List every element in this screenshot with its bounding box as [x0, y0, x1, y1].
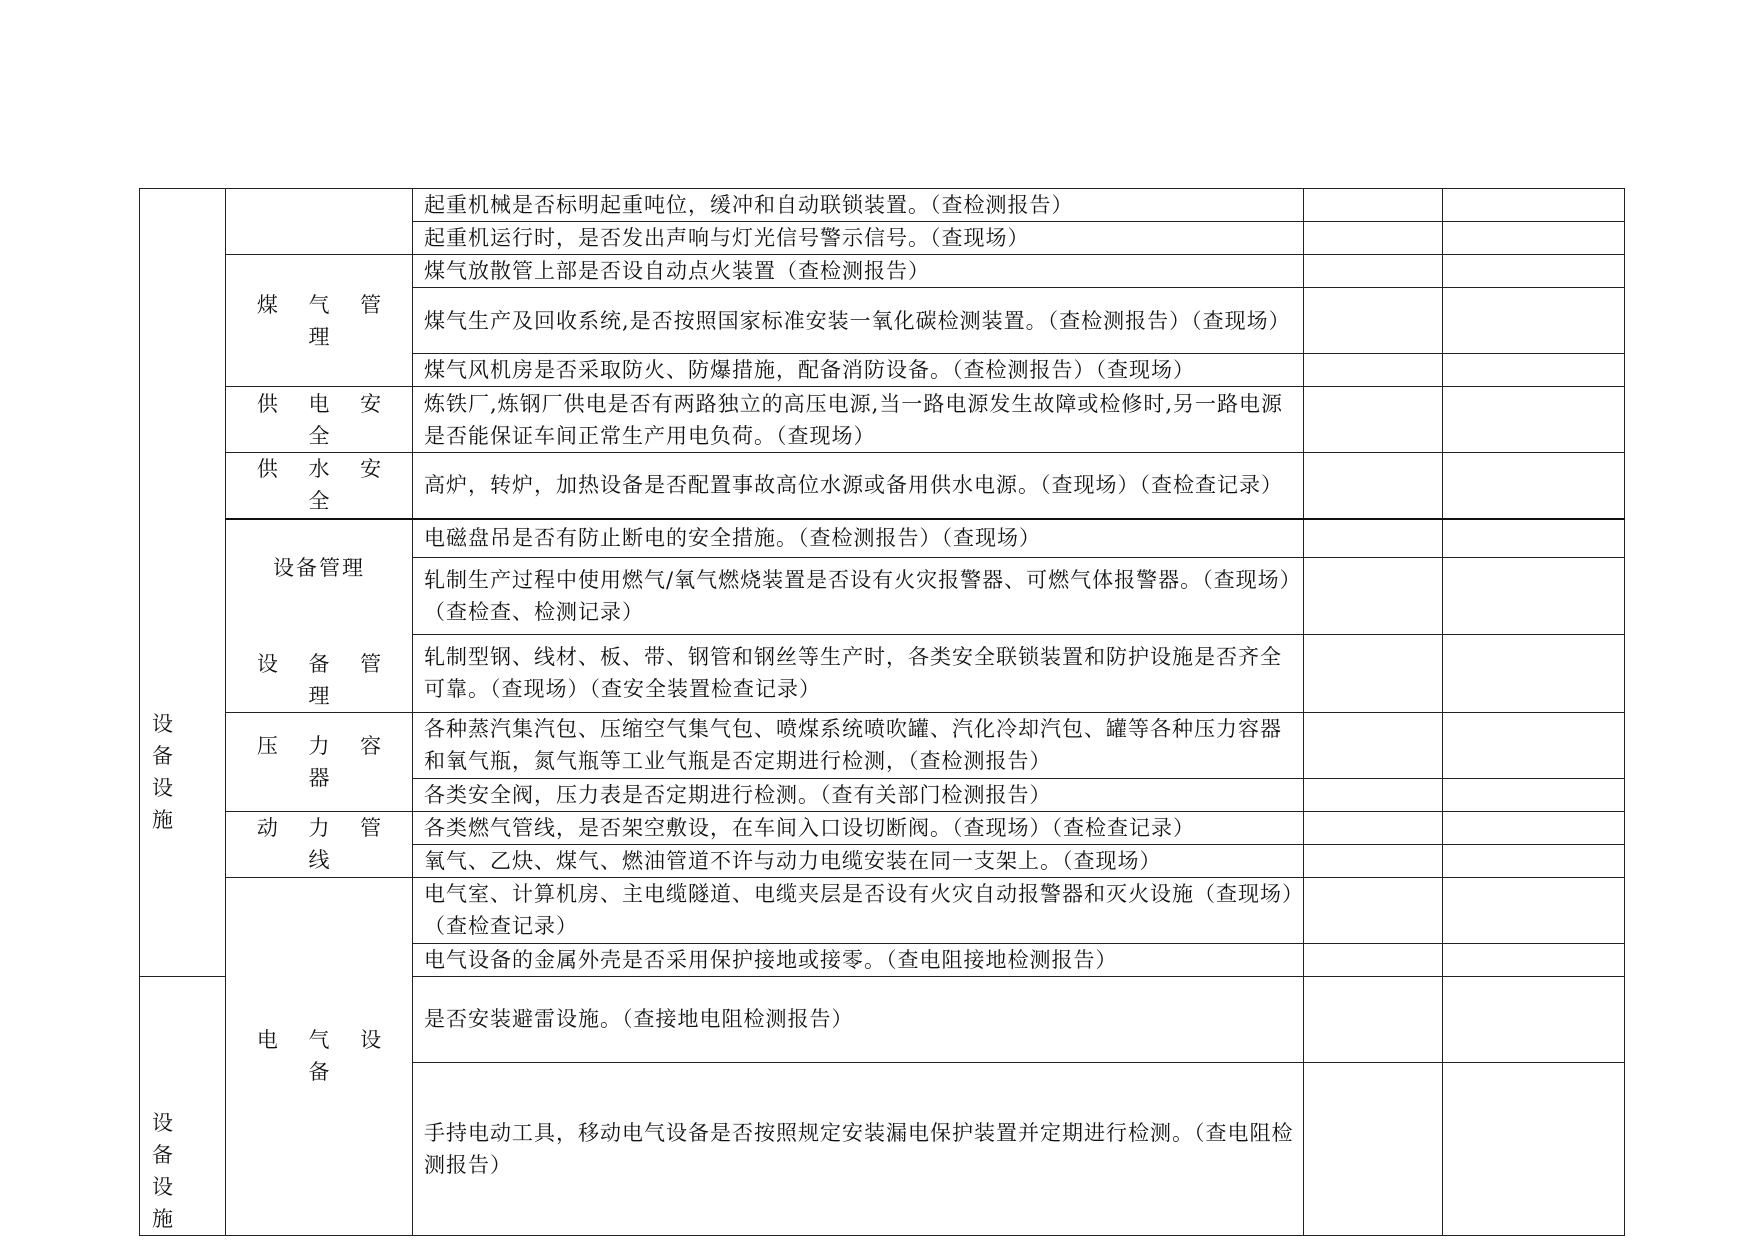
- remark-cell[interactable]: [1443, 635, 1625, 712]
- remark-cell[interactable]: [1443, 519, 1625, 558]
- remark-cell[interactable]: [1443, 976, 1625, 1062]
- table-row: [140, 877, 1625, 943]
- group-cell: 动 力 管 线: [226, 811, 413, 877]
- item-cell: 轧制型钢、线材、板、带、钢管和钢丝等生产时，各类安全联锁装置和防护设施是否齐全可靠。（查现场）（查安全装置检查记录）: [413, 635, 1304, 712]
- item-cell: 高炉，转炉，加热设备是否配置事故高位水源或备用供水电源。（查现场）（查检查记录）: [413, 453, 1304, 519]
- remark-cell[interactable]: [1443, 558, 1625, 635]
- result-cell[interactable]: [1304, 778, 1443, 811]
- remark-cell[interactable]: [1443, 453, 1625, 519]
- group-cell: 供 水 安 全: [226, 453, 413, 519]
- category-cell: [140, 976, 226, 1235]
- result-cell[interactable]: [1304, 558, 1443, 635]
- remark-cell[interactable]: [1443, 877, 1625, 943]
- remark-cell[interactable]: [1443, 387, 1625, 453]
- group-cell: 压 力 容 器: [226, 712, 413, 811]
- result-cell[interactable]: [1304, 635, 1443, 712]
- result-cell[interactable]: [1304, 453, 1443, 519]
- result-cell[interactable]: [1304, 877, 1443, 943]
- item-cell: 电磁盘吊是否有防止断电的安全措施。（查检测报告）（查现场）: [413, 519, 1304, 558]
- table-row: [140, 255, 1625, 288]
- inspection-table: [139, 188, 1625, 1236]
- item-cell: 各类安全阀，压力表是否定期进行检测。（查有关部门检测报告）: [413, 778, 1304, 811]
- item-cell: 炼铁厂,炼钢厂供电是否有两路独立的高压电源,当一路电源发生故障或检修时,另一路电源是否能保证车间正常生产用电负荷。（查现场）: [413, 387, 1304, 453]
- result-cell[interactable]: [1304, 354, 1443, 387]
- result-cell[interactable]: [1304, 387, 1443, 453]
- category-label: 设 备 设 施: [152, 712, 183, 833]
- group-cell: 供 电 安 全: [226, 387, 413, 453]
- item-cell: 电气设备的金属外壳是否采用保护接地或接零。（查电阻接地检测报告）: [413, 943, 1304, 976]
- item-cell: 各种蒸汽集汽包、压缩空气集气包、喷煤系统喷吹罐、汽化冷却汽包、罐等各种压力容器和氧气瓶，氮气瓶等工业气瓶是否定期进行检测，（查检测报告）: [413, 712, 1304, 778]
- table-row: [140, 811, 1625, 844]
- group-label: 设 备 管 理: [256, 651, 394, 708]
- remark-cell[interactable]: [1443, 1062, 1625, 1235]
- remark-cell[interactable]: [1443, 255, 1625, 288]
- remark-cell[interactable]: [1443, 354, 1625, 387]
- result-cell[interactable]: [1304, 519, 1443, 558]
- result-cell[interactable]: [1304, 976, 1443, 1062]
- item-cell: 是否安装避雷设施。（查接地电阻检测报告）: [413, 976, 1304, 1062]
- result-cell[interactable]: [1304, 1062, 1443, 1235]
- item-cell: 氧气、乙炔、煤气、燃油管道不许与动力电缆安装在同一支架上。（查现场）: [413, 844, 1304, 877]
- item-cell: 各类燃气管线，是否架空敷设，在车间入口设切断阀。（查现场）（查检查记录）: [413, 811, 1304, 844]
- remark-cell[interactable]: [1443, 189, 1625, 222]
- remark-cell[interactable]: [1443, 844, 1625, 877]
- category-cell: [140, 189, 226, 977]
- table-row: [140, 189, 1625, 222]
- result-cell[interactable]: [1304, 844, 1443, 877]
- result-cell[interactable]: [1304, 811, 1443, 844]
- group-cell: 电 气 设 备: [226, 877, 413, 1235]
- result-cell[interactable]: [1304, 189, 1443, 222]
- group-label: 设备管理: [273, 555, 365, 580]
- item-cell: 煤气生产及回收系统,是否按照国家标准安装一氧化碳检测装置。（查检测报告）（查现场）: [413, 288, 1304, 354]
- group-cell: [226, 519, 413, 713]
- item-cell: 起重机运行时，是否发出声响与灯光信号警示信号。（查现场）: [413, 222, 1304, 255]
- table-row: [140, 519, 1625, 558]
- category-label: 设 备 设 施: [152, 1110, 183, 1231]
- item-cell: 手持电动工具，移动电气设备是否按照规定安装漏电保护装置并定期进行检测。（查电阻检测报告）: [413, 1062, 1304, 1235]
- remark-cell[interactable]: [1443, 222, 1625, 255]
- remark-cell[interactable]: [1443, 811, 1625, 844]
- table-row: [140, 387, 1625, 453]
- result-cell[interactable]: [1304, 712, 1443, 778]
- result-cell[interactable]: [1304, 288, 1443, 354]
- remark-cell[interactable]: [1443, 288, 1625, 354]
- result-cell[interactable]: [1304, 943, 1443, 976]
- group-cell: 煤 气 管 理: [226, 255, 413, 387]
- remark-cell[interactable]: [1443, 778, 1625, 811]
- item-cell: 煤气风机房是否采取防火、防爆措施，配备消防设备。（查检测报告）（查现场）: [413, 354, 1304, 387]
- table-row: [140, 712, 1625, 778]
- remark-cell[interactable]: [1443, 712, 1625, 778]
- group-cell-empty: [226, 189, 413, 255]
- table-row: [140, 453, 1625, 519]
- item-cell: 煤气放散管上部是否设自动点火装置（查检测报告）: [413, 255, 1304, 288]
- item-cell: 电气室、计算机房、主电缆隧道、电缆夹层是否设有火灾自动报警器和灭火设施（查现场）（查检查记录）: [413, 877, 1304, 943]
- result-cell[interactable]: [1304, 222, 1443, 255]
- result-cell[interactable]: [1304, 255, 1443, 288]
- item-cell: 轧制生产过程中使用燃气/氧气燃烧装置是否设有火灾报警器、可燃气体报警器。（查现场）（查检查、检测记录）: [413, 558, 1304, 635]
- remark-cell[interactable]: [1443, 943, 1625, 976]
- item-cell: 起重机械是否标明起重吨位，缓冲和自动联锁装置。（查检测报告）: [413, 189, 1304, 222]
